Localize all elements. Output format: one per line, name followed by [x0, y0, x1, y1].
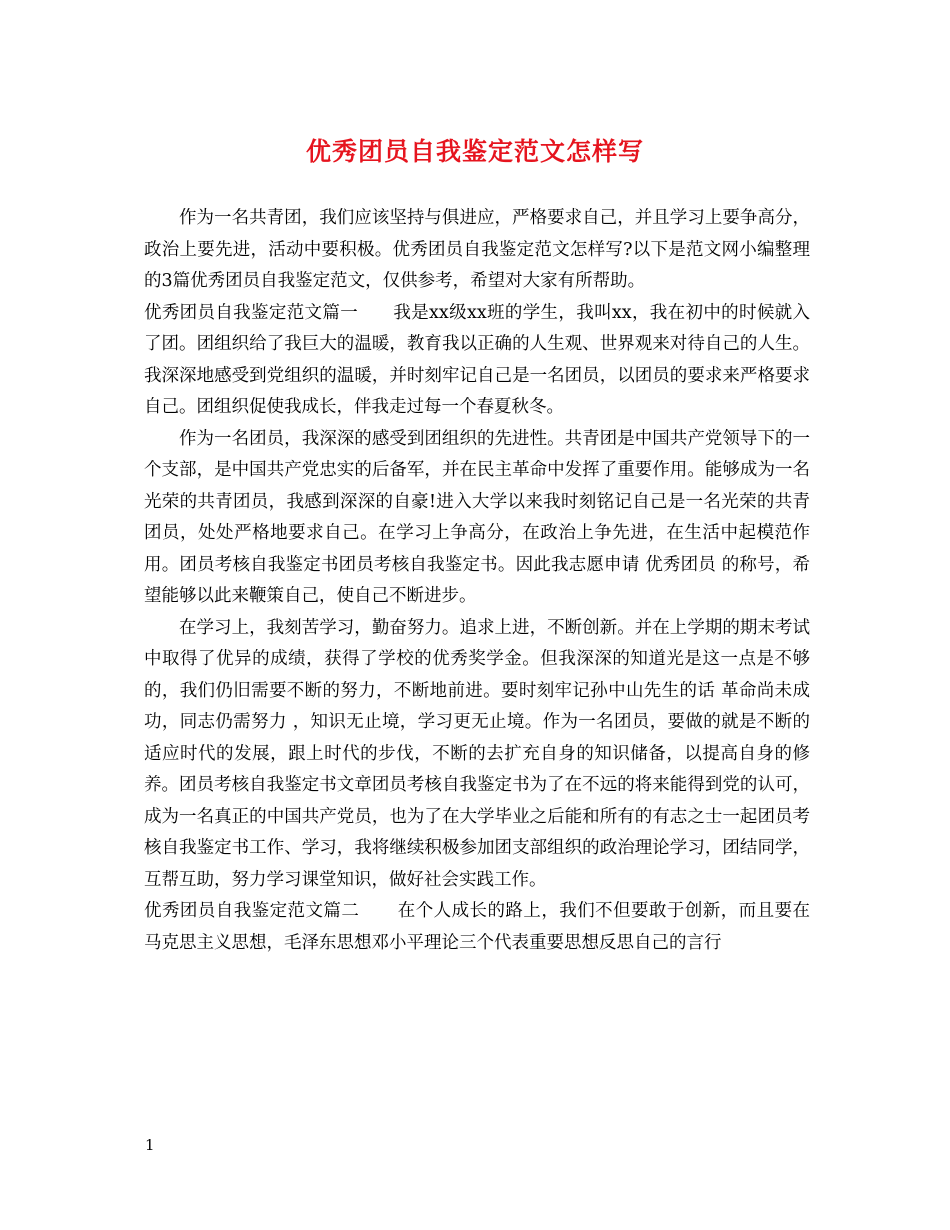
- section-1-heading: 优秀团员自我鉴定范文篇一: [144, 302, 359, 323]
- section-1-paragraph-1: [144, 298, 810, 424]
- intro-paragraph: 作为一名共青团，我们应该坚持与俱进应，严格要求自己，并且学习上要争高分，政治上要先进，活动中要积极。优秀团员自我鉴定范文怎样写?以下是范文网小编整理的3篇优秀团员自我鉴定范文，仅供参考，希望对大家有所帮助。: [144, 208, 810, 291]
- document-body: [144, 203, 810, 959]
- document-title: 优秀团员自我鉴定范文怎样写: [305, 137, 644, 166]
- section-1-paragraph-2: 作为一名团员，我深深的感受到团组织的先进性。共青团是中国共产党领导下的一个支部，是中国共产党忠实的后备军，并在民主革命中发挥了重要作用。能够成为一名光荣的共青团员，我感到深深的自豪!进入大学以来我时刻铭记自己是一名光荣的共青团员，处处严格地要求自己。在学习上争高分，在政治上争先进，在生活中起模范作用。团员考核自我鉴定书团员考核自我鉴定书。因此我志愿申请 优秀团员 的称号，希望能够以此来鞭策自己，使自己不断进步。: [144, 428, 810, 606]
- section-2-heading: 优秀团员自我鉴定范文篇二: [144, 901, 360, 921]
- section-1-text-1: 我是xx级xx班的学生，我叫xx，我在初中的时候就入了团。团组织给了我巨大的温暖，教育我以正确的人生观、世界观来对待自己的人生。我深深地感受到党组织的温暖，并时刻牢记自己是一名团员，以团员的要求来严格要求自己。团组织促使我成长，伴我走过每一个春夏秋冬。: [144, 302, 811, 417]
- section-2-text-1: 在个人成长的路上，我们不但要敢于创新，而且要在马克思主义思想，毛泽东思想邓小平理论三个代表重要思想反思自己的言行: [144, 901, 811, 953]
- section-2-paragraph-1: [144, 896, 810, 959]
- page-number: 1: [145, 1136, 155, 1154]
- section-1-paragraph-3: 在学习上，我刻苦学习，勤奋努力。追求上进，不断创新。并在上学期的期末考试中取得了优异的成绩，获得了学校的优秀奖学金。但我深深的知道光是这一点是不够的，我们仍旧需要不断的努力，不断地前进。要时刻牢记孙中山先生的话 革命尚未成功，同志仍需努力 ，知识无止境，学习更无止境。作为一名团员，要做的就是不断的适应时代的发展，跟上时代的步伐，不断的去扩充自身的知识储备，以提高自身的修养。团员考核自我鉴定书文章团员考核自我鉴定书为了在不远的将来能得到党的认可，成为一名真正的中国共产党员，也为了在大学毕业之后能和所有的有志之士一起团员考核自我鉴定书工作、学习，我将继续积极参加团支部组织的政治理论学习，团结同学，互帮互助，努力学习课堂知识，做好社会实践工作。: [144, 617, 810, 890]
